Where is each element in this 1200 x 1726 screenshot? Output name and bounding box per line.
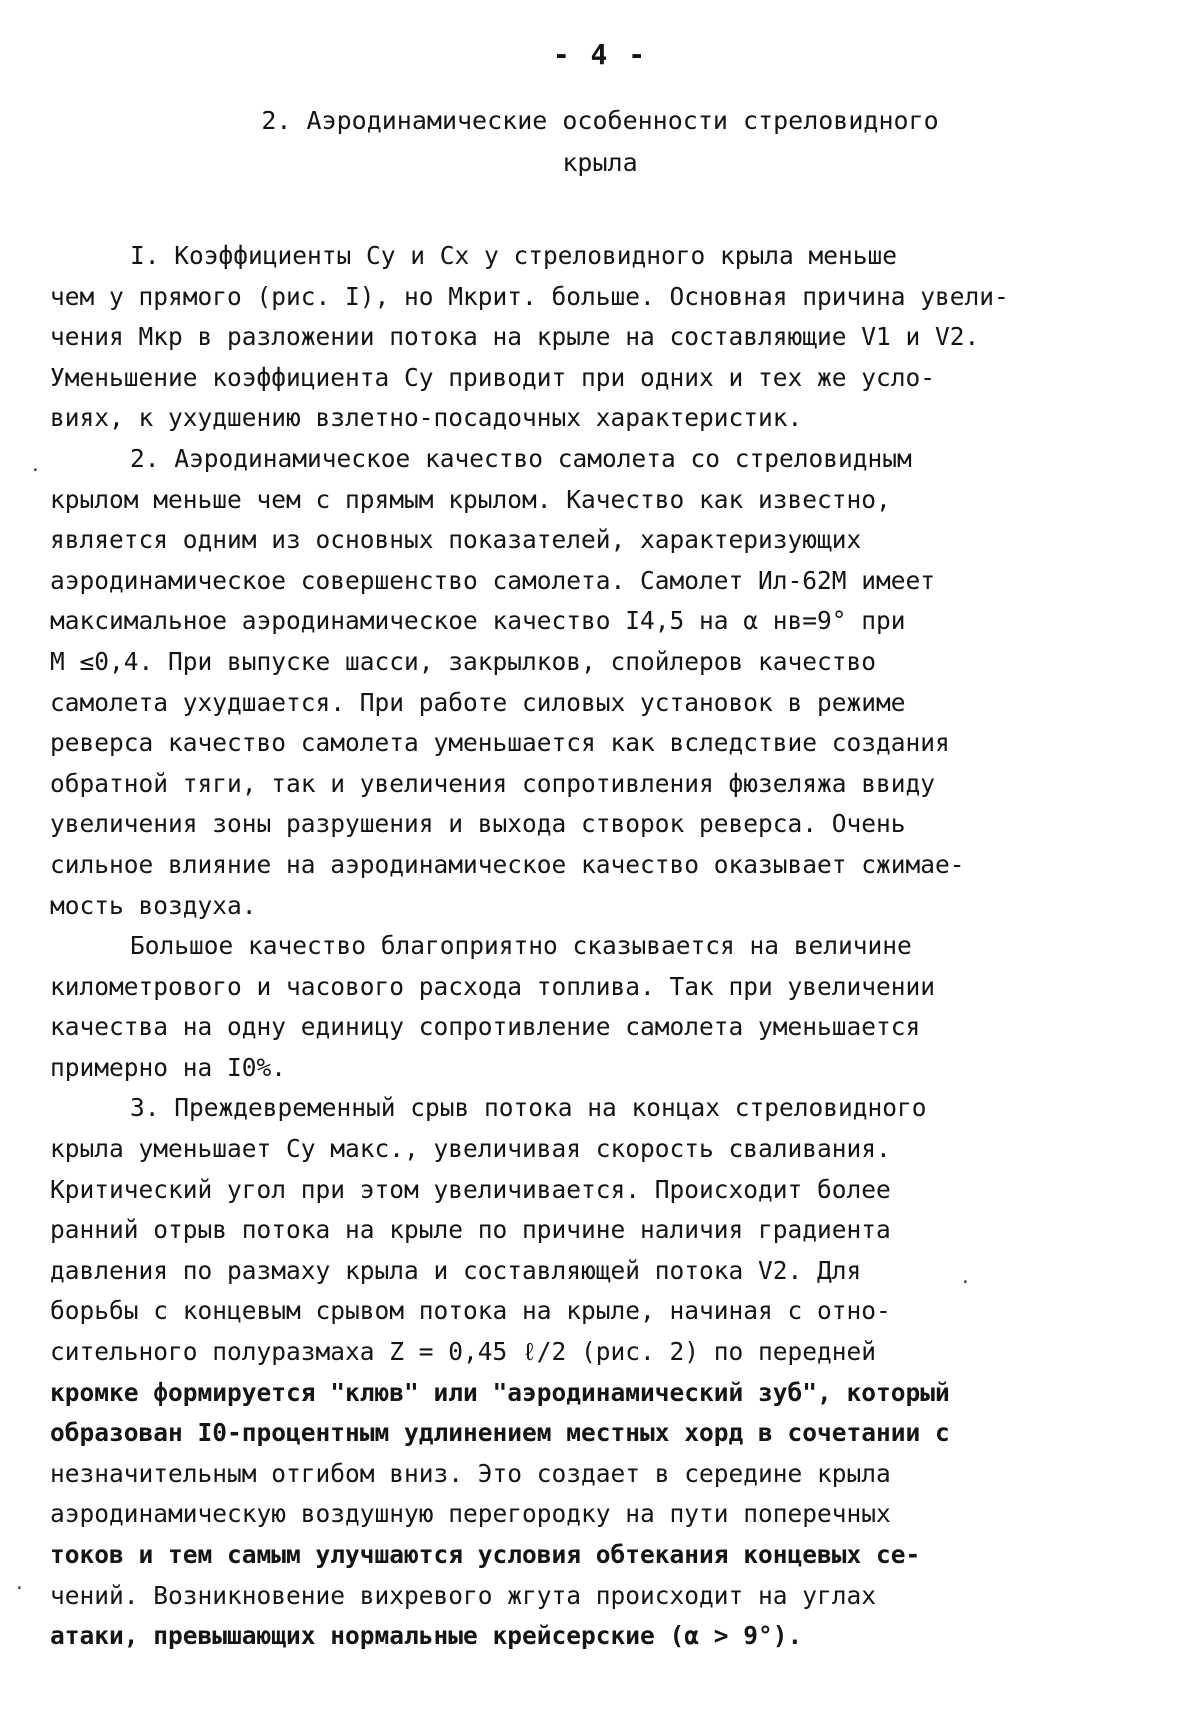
section-title-line-1: 2. Аэродинамические особенности стреловидного	[261, 106, 939, 135]
paragraph-2-line: реверса качество самолета уменьшается как вследствие создания	[50, 728, 950, 758]
paragraph-4-line: Критический угол при этом увеличивается. Происходит более	[50, 1174, 891, 1204]
paragraph-3-line: примерно на I0%.	[50, 1052, 287, 1082]
paragraph-3-line: километрового и часового расхода топлива. Так при увеличении	[50, 971, 936, 1001]
body-text	[50, 236, 1160, 1657]
paragraph-2-line: M ≤0,4. При выпуске шасси, закрылков, спойлеров качество	[50, 646, 877, 676]
paragraph-4-line: сительного полуразмаха Z = 0,45 ℓ/2 (рис. 2) по передней	[50, 1337, 876, 1367]
scan-speck: ·	[14, 1578, 25, 1599]
paragraph-4-line: борьбы с концевым срывом потока на крыле, начиная с отно-	[50, 1296, 891, 1326]
paragraph-2-line: обратной тяги, так и увеличения сопротивления фюзеляжа ввиду	[50, 768, 936, 798]
paragraph-4-line: чений. Возникновение вихревого жгута происходит на углах	[50, 1580, 877, 1610]
paragraph-1-line: виях, к ухудшению взлетно-посадочных характеристик.	[50, 403, 803, 433]
page-number: - 4 -	[552, 38, 648, 71]
paragraph-2-line: максимальное аэродинамическое качество I4,5 на α нв=9° при	[50, 606, 906, 636]
scan-speck: ·	[960, 1272, 971, 1293]
paragraph-3-line: Большое качество благоприятно сказывается на величине	[130, 931, 912, 961]
paragraph-2-line: крылом меньше чем с прямым крылом. Качество как известно,	[50, 484, 891, 514]
paragraph-4-line: аэродинамическую воздушную перегородку на пути поперечных	[50, 1499, 891, 1529]
paragraph-2-line: сильное влияние на аэродинамическое качество оказывает сжимае-	[50, 849, 965, 879]
paragraph-4-line: крыла уменьшает Cу макс., увеличивая скорость сваливания.	[50, 1134, 891, 1164]
paragraph-4-line: токов и тем самым улучшаются условия обтекания концевых се-	[50, 1540, 921, 1569]
section-title-line-2: крыла	[562, 148, 638, 177]
paragraph-2-line: является одним из основных показателей, характеризующих	[50, 525, 862, 555]
paragraph-4-line: ранний отрыв потока на крыле по причине наличия градиента	[50, 1215, 891, 1245]
paragraph-1-line: I. Коэффициенты Cу и Cх у стреловидного крыла меньше	[130, 241, 898, 270]
paragraph-2-line: 2. Аэродинамическое качество самолета со стреловидным	[130, 443, 912, 473]
scan-speck: ·	[30, 460, 41, 481]
paragraph-1-line: чем у прямого (рис. I), но Mкрит. больше. Основная причина увели-	[50, 281, 1009, 311]
paragraph-4-line: давления по размаху крыла и составляющей потока V2. Для	[50, 1255, 862, 1285]
paragraph-2-line: увеличения зоны разрушения и выхода створок реверса. Очень	[50, 809, 906, 839]
paragraph-4-line: 3. Преждевременный срыв потока на концах стреловидного	[130, 1093, 927, 1123]
paragraph-3-line: качества на одну единицу сопротивление самолета уменьшается	[50, 1012, 921, 1042]
paragraph-1-line: чения Мкр в разложении потока на крыле на составляющие V1 и V2.	[50, 322, 980, 352]
paragraph-2-line: самолета ухудшается. При работе силовых установок в режиме	[50, 687, 906, 717]
paragraph-2-line: мость воздуха.	[50, 890, 257, 920]
paragraph-4-line: атаки, превышающих нормальные крейсерские (α > 9°).	[50, 1621, 803, 1651]
paragraph-4-line: незначительным отгибом вниз. Это создает в середине крыла	[50, 1458, 891, 1488]
paragraph-4-line: образован I0-процентным удлинением местных хорд в сочетании с	[50, 1418, 950, 1448]
paragraph-1-line: Уменьшение коэффициента Cу приводит при одних и тех же усло-	[50, 362, 936, 392]
paragraph-4-line: кромке формируется "клюв" или "аэродинамический зуб", который	[50, 1377, 950, 1407]
section-title	[0, 100, 1200, 184]
paragraph-2-line: аэродинамическое совершенство самолета. Самолет Ил-62М имеет	[50, 565, 936, 595]
